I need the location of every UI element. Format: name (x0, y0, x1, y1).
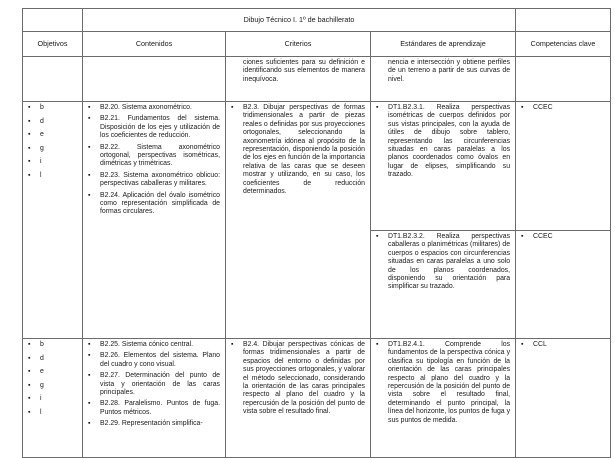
criterio-item: ▪ B2.3. Dibujar perspectivas de formas tridimensionales a partir de piezas reales o definidas por sus proyecciones ortogonales, seleccionando la axonometría idónea al propósito de la representación, disponiendo la posición de los ejes en función de la importancia relativa de las caras que se deseen mostrar y utilizando, en su caso, los coeficientes de reducción determinados. (231, 104, 365, 196)
estandar-list-b (376, 341, 510, 425)
contenido-item: ▪ B2.29. Representación simplifica- (88, 420, 220, 428)
criterio-list-a (231, 104, 365, 196)
contenido-item: ▪ B2.20. Sistema axonométrico. (88, 104, 220, 112)
cell-empty (83, 57, 226, 102)
cell-empty (23, 57, 83, 102)
estandar-cell-a2 (371, 231, 516, 339)
header-contenidos: Contenidos (83, 32, 226, 57)
competencia-item: ▪ CCEC (521, 104, 605, 112)
curriculum-table (22, 8, 611, 458)
contenidos-cell-a (83, 102, 226, 339)
header-estandares: Estándares de aprendizaje (371, 32, 516, 57)
criterio-cell-a (226, 102, 371, 339)
objetivos-list-a (28, 104, 77, 180)
table-row-block-b (23, 339, 611, 458)
objetivo-item: ▪ d (28, 355, 77, 363)
estandar-cell-a1 (371, 102, 516, 231)
competencia-cell-a2 (516, 231, 611, 339)
cell-empty (516, 57, 611, 102)
contenido-item: ▪ B2.23. Sistema axonométrico oblicuo: perspectivas caballeras y militares. (88, 172, 220, 189)
estandar-item: ▪ DT1.B2.4.1. Comprende los fundamentos de la perspectiva cónica y clasifica su tipología en función de la orientación de las caras principales respecto al plano del cuadro y la repercusión de la posición del punto de vista sobre el resultado final, determinando el punto principal, la línea del horizonte, los puntos de fuga y sus puntos de medida. (376, 341, 510, 425)
objetivo-item: ▪ i (28, 395, 77, 403)
contenido-item: ▪ B2.21. Fundamentos del sistema. Disposición de los ejes y utilización de los coeficientes de reducción. (88, 115, 220, 140)
estandar-item: ▪ DT1.B2.3.2. Realiza perspectivas caballeras o planimétricas (militares) de cuerpos o espacios con circunferencias situadas en caras paralelas a uno solo de los planos coordenados, disponiendo su orientación para simplificar su trazado. (376, 233, 510, 292)
contenido-item: ▪ B2.25. Sistema cónico central. (88, 341, 220, 349)
table-header-row (23, 32, 611, 57)
competencia-list-a2 (521, 233, 605, 241)
table-row-continuation (23, 57, 611, 102)
objetivo-item: ▪ d (28, 118, 77, 126)
contenidos-list-a (88, 104, 220, 217)
criterio-cell-b (226, 339, 371, 458)
title-blank-cell (23, 9, 83, 32)
objetivos-cell-a (23, 102, 83, 339)
criterio-list-b (231, 341, 365, 417)
criterio-item: ▪ B2.4. Dibujar perspectivas cónicas de formas tridimensionales a partir de espacios del entorno o definidas por sus proyecciones ortogonales, y valorar el método seleccionado, considerando la orientación de las caras principales respecto al plano del cuadro y la repercusión de la posición del punto de vista sobre el resultado final. (231, 341, 365, 417)
table-row-block-a (23, 102, 611, 231)
objetivo-item: ▪ l (28, 409, 77, 417)
contenido-item: ▪ B2.26. Elementos del sistema. Plano del cuadro y cono visual. (88, 352, 220, 369)
objetivo-item: ▪ l (28, 172, 77, 180)
objetivo-item: ▪ b (28, 341, 77, 349)
title-blank-cell (516, 9, 611, 32)
objetivo-item: ▪ b (28, 104, 77, 112)
competencia-list-a1 (521, 104, 605, 112)
contenido-item: ▪ B2.28. Paralelismo. Puntos de fuga. Puntos métricos. (88, 400, 220, 417)
competencia-cell-a1 (516, 102, 611, 231)
estandar-continuation-text: nencia e intersección y obtiene perfiles de un terreno a partir de sus curvas de nivel. (388, 59, 511, 83)
contenido-item: ▪ B2.27. Determinación del punto de vista y orientación de las caras principales. (88, 372, 220, 397)
competencia-item: ▪ CCEC (521, 233, 605, 241)
contenido-item: ▪ B2.22. Sistema axonométrico ortogonal, perspectivas isométricas, dimétricas y trimétricas. (88, 144, 220, 169)
estandar-list-a1 (376, 104, 510, 180)
contenidos-cell-b (83, 339, 226, 458)
header-objetivos: Objetivos (23, 32, 83, 57)
competencia-list-b (521, 341, 605, 349)
estandar-list-a2 (376, 233, 510, 292)
estandar-continuation-cell (371, 57, 516, 102)
table-title: Dibujo Técnico I. 1º de bachillerato (83, 9, 516, 32)
contenido-item: ▪ B2.24. Aplicación del óvalo isométrico como representación simplificada de formas circulares. (88, 192, 220, 217)
competencia-cell-b (516, 339, 611, 458)
estandar-cell-b (371, 339, 516, 458)
criterio-continuation-cell (226, 57, 371, 102)
objetivo-item: ▪ e (28, 131, 77, 139)
objetivos-list-b (28, 341, 77, 417)
objetivos-cell-b (23, 339, 83, 458)
header-competencias: Competencias clave (516, 32, 611, 57)
header-criterios: Criterios (226, 32, 371, 57)
objetivo-item: ▪ e (28, 368, 77, 376)
contenidos-list-b (88, 341, 220, 429)
objetivo-item: ▪ i (28, 158, 77, 166)
competencia-item: ▪ CCL (521, 341, 605, 349)
estandar-item: ▪ DT1.B2.3.1. Realiza perspectivas isométricas de cuerpos definidos por sus vistas principales, con la ayuda de útiles de dibujo sobre tablero, representando las circunferencias situadas en caras paralelas a los planos coordenados como óvalos en lugar de elipses, simplificando su trazado. (376, 104, 510, 180)
criterio-continuation-text: ciones suficientes para su definición e identificando sus elementos de manera inequívoca. (243, 59, 365, 83)
objetivo-item: ▪ g (28, 382, 77, 390)
table-title-row (23, 9, 611, 32)
objetivo-item: ▪ g (28, 145, 77, 153)
